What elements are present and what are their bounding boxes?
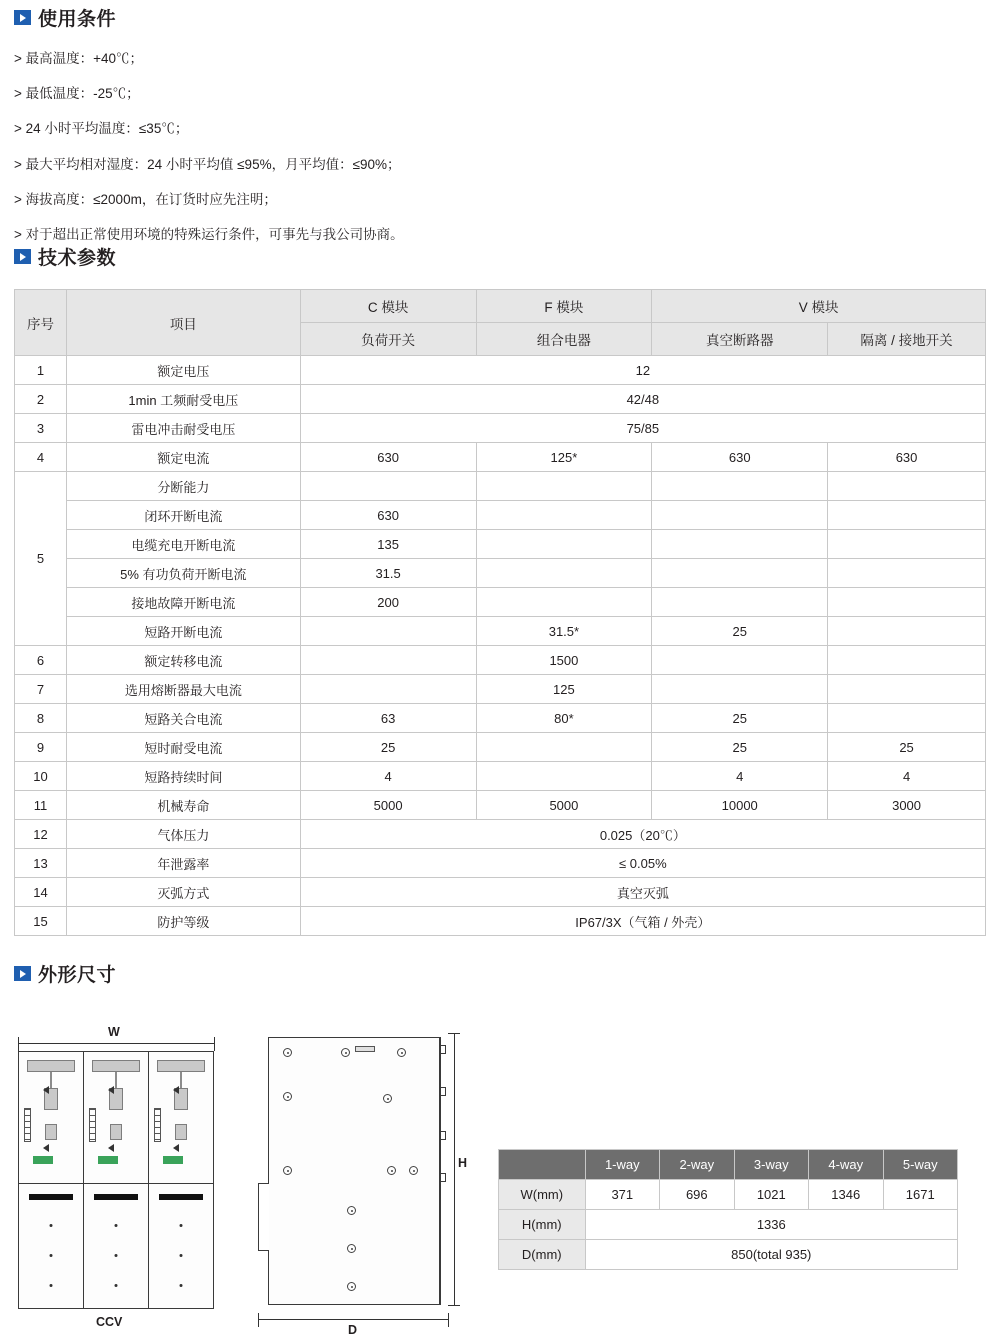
dims-col-header-4way: 4-way — [809, 1150, 883, 1180]
dims-col-header-2way: 2-way — [660, 1150, 734, 1180]
cabinet-bay — [19, 1052, 84, 1308]
arrow-icon — [108, 1086, 114, 1094]
col-header-item: 项目 — [66, 290, 300, 356]
cell-span: ≤ 0.05% — [300, 849, 985, 878]
cell-f — [476, 588, 652, 617]
cell-v2 — [828, 588, 986, 617]
terminal-strip-icon — [154, 1108, 161, 1142]
cell-f — [476, 762, 652, 791]
dimension-tick — [18, 1037, 19, 1051]
table-row — [15, 675, 986, 704]
cell-span: 12 — [300, 356, 985, 385]
dimensions-table — [498, 1149, 958, 1270]
screw-icon — [387, 1166, 396, 1175]
arrow-icon — [108, 1144, 114, 1152]
arrow-icon — [173, 1144, 179, 1152]
cell-v1 — [652, 675, 828, 704]
cell-f — [476, 733, 652, 762]
col-subheader-f: 组合电器 — [476, 323, 652, 356]
dims-row-label: H(mm) — [499, 1210, 586, 1240]
cell-no: 1 — [15, 356, 67, 385]
table-row — [15, 878, 986, 907]
screw-icon — [383, 1094, 392, 1103]
cell-span: IP67/3X（气箱 / 外壳） — [300, 907, 985, 936]
cabinet-bay — [149, 1052, 213, 1308]
table-row — [15, 646, 986, 675]
dims-cell: 1671 — [883, 1180, 958, 1210]
triangle-bullet-icon — [14, 249, 31, 264]
table-row — [15, 356, 986, 385]
cell-item: 电缆充电开断电流 — [66, 530, 300, 559]
panel-dot — [50, 1254, 53, 1257]
bay-upper-compartment — [19, 1052, 83, 1184]
cell-f: 125* — [476, 443, 652, 472]
cell-no: 5 — [15, 472, 67, 646]
cell-v2 — [828, 675, 986, 704]
cell-c: 135 — [300, 530, 476, 559]
screw-icon — [283, 1166, 292, 1175]
indicator-green — [163, 1156, 183, 1164]
cell-c — [300, 646, 476, 675]
dims-row-label: D(mm) — [499, 1240, 586, 1270]
cell-c: 31.5 — [300, 559, 476, 588]
cell-item: 年泄露率 — [66, 849, 300, 878]
cell-item: 短时耐受电流 — [66, 733, 300, 762]
dims-col-header-blank — [499, 1150, 586, 1180]
cell-f — [476, 530, 652, 559]
screw-icon — [283, 1092, 292, 1101]
dims-row-label: W(mm) — [499, 1180, 586, 1210]
panel-dot — [115, 1254, 118, 1257]
cell-v1: 25 — [652, 733, 828, 762]
tech-params-table — [14, 289, 986, 936]
dimension-tick — [258, 1313, 259, 1327]
indicator-green — [98, 1156, 118, 1164]
cell-v1: 630 — [652, 443, 828, 472]
dims-cell: 1346 — [809, 1180, 883, 1210]
dims-col-header-1way: 1-way — [585, 1150, 659, 1180]
cell-item: 1min 工频耐受电压 — [66, 385, 300, 414]
notch-icon — [440, 1045, 446, 1054]
col-header-f-module: F 模块 — [476, 290, 652, 323]
table-row — [15, 385, 986, 414]
cell-v1: 25 — [652, 704, 828, 733]
cell-item: 短路持续时间 — [66, 762, 300, 791]
bay-upper-compartment — [149, 1052, 213, 1184]
cell-item: 气体压力 — [66, 820, 300, 849]
bay-lower-compartment — [149, 1184, 213, 1308]
table-row — [15, 849, 986, 878]
fuse-symbol — [45, 1124, 57, 1140]
col-header-no: 序号 — [15, 290, 67, 356]
cell-v2 — [828, 530, 986, 559]
dims-col-header-5way: 5-way — [883, 1150, 958, 1180]
cell-v2: 4 — [828, 762, 986, 791]
handle-bar — [94, 1194, 138, 1200]
side-view-body — [268, 1037, 440, 1305]
arrow-icon — [43, 1086, 49, 1094]
cell-span: 42/48 — [300, 385, 985, 414]
cell-c — [300, 675, 476, 704]
panel-dot — [115, 1284, 118, 1287]
arrow-icon — [173, 1086, 179, 1094]
col-subheader-v2: 隔离 / 接地开关 — [828, 323, 986, 356]
front-view-drawing — [14, 1025, 222, 1329]
cell-no: 7 — [15, 675, 67, 704]
screw-icon — [409, 1166, 418, 1175]
dimensions-body — [14, 1003, 986, 1337]
cell-c — [300, 472, 476, 501]
cell-v2 — [828, 646, 986, 675]
list-item: > 对于超出正常使用环境的特殊运行条件，可事先与我公司协商。 — [14, 226, 404, 242]
cell-item: 5% 有功负荷开断电流 — [66, 559, 300, 588]
cell-c — [300, 617, 476, 646]
col-header-v-module: V 模块 — [652, 290, 986, 323]
cell-no: 12 — [15, 820, 67, 849]
cell-no: 8 — [15, 704, 67, 733]
cell-item: 额定电压 — [66, 356, 300, 385]
cell-no: 6 — [15, 646, 67, 675]
panel-dot — [180, 1254, 183, 1257]
screw-icon — [347, 1282, 356, 1291]
section-title: 外形尺寸 — [38, 965, 117, 986]
cell-no: 2 — [15, 385, 67, 414]
dims-cell: 1021 — [734, 1180, 808, 1210]
panel-dot — [115, 1224, 118, 1227]
cell-item: 接地故障开断电流 — [66, 588, 300, 617]
screw-icon — [397, 1048, 406, 1057]
table-row — [15, 907, 986, 936]
dimension-tick — [448, 1313, 449, 1327]
table-row — [15, 733, 986, 762]
section-title: 技术参数 — [38, 248, 117, 269]
cell-c: 5000 — [300, 791, 476, 820]
dims-cell-span: 850(total 935) — [585, 1240, 957, 1270]
cell-no: 13 — [15, 849, 67, 878]
side-bracket — [258, 1183, 269, 1251]
terminal-strip-icon — [89, 1108, 96, 1142]
cell-no: 11 — [15, 791, 67, 820]
dimension-tick — [448, 1305, 460, 1306]
cell-v2 — [828, 501, 986, 530]
width-dimension-line — [18, 1043, 214, 1044]
cell-item: 选用熔断器最大电流 — [66, 675, 300, 704]
cell-v2: 3000 — [828, 791, 986, 820]
cell-no: 9 — [15, 733, 67, 762]
cell-v1: 4 — [652, 762, 828, 791]
triangle-bullet-icon — [14, 10, 31, 25]
height-dimension-line — [454, 1033, 455, 1305]
cell-no: 4 — [15, 443, 67, 472]
list-item: > 最低温度：-25℃； — [14, 86, 140, 102]
depth-dimension-line — [258, 1319, 448, 1320]
dims-cell: 696 — [660, 1180, 734, 1210]
cell-c: 63 — [300, 704, 476, 733]
dims-cell: 371 — [585, 1180, 659, 1210]
table-row — [15, 791, 986, 820]
cell-c: 200 — [300, 588, 476, 617]
width-label: W — [108, 1025, 120, 1039]
handle-bar — [29, 1194, 73, 1200]
bay-lower-compartment — [84, 1184, 148, 1308]
cell-c: 630 — [300, 443, 476, 472]
cell-item: 雷电冲击耐受电压 — [66, 414, 300, 443]
cell-c: 25 — [300, 733, 476, 762]
lifting-tab — [355, 1046, 375, 1052]
col-subheader-c: 负荷开关 — [300, 323, 476, 356]
cell-v1 — [652, 530, 828, 559]
connector-line — [115, 1072, 117, 1088]
cell-f: 80* — [476, 704, 652, 733]
dims-row — [499, 1180, 958, 1210]
list-item: > 24 小时平均温度：≤35℃； — [14, 121, 189, 137]
dims-col-header-3way: 3-way — [734, 1150, 808, 1180]
busbar-symbol — [92, 1060, 140, 1072]
dims-header-row — [499, 1150, 958, 1180]
table-row — [15, 501, 986, 530]
tech-params-heading — [14, 243, 986, 270]
section-title: 使用条件 — [38, 9, 117, 30]
dims-cell-span: 1336 — [585, 1210, 957, 1240]
notch-icon — [440, 1131, 446, 1140]
cell-v2 — [828, 617, 986, 646]
dimension-tick — [214, 1037, 215, 1051]
cell-v1 — [652, 501, 828, 530]
list-item: > 最高温度：+40℃； — [14, 51, 144, 66]
table-row — [15, 588, 986, 617]
table-row — [15, 443, 986, 472]
screw-icon — [283, 1048, 292, 1057]
busbar-symbol — [157, 1060, 205, 1072]
front-view-caption: CCV — [96, 1315, 123, 1329]
notch-icon — [440, 1173, 446, 1182]
fuse-symbol — [110, 1124, 122, 1140]
cell-no: 3 — [15, 414, 67, 443]
cell-span: 0.025（20℃） — [300, 820, 985, 849]
dimension-tick — [448, 1033, 460, 1034]
terminal-strip-icon — [24, 1108, 31, 1142]
height-label: H — [458, 1156, 468, 1170]
cell-no: 10 — [15, 762, 67, 791]
depth-label: D — [348, 1323, 358, 1337]
cell-no: 14 — [15, 878, 67, 907]
cell-v2: 630 — [828, 443, 986, 472]
panel-dot — [180, 1224, 183, 1227]
triangle-bullet-icon — [14, 966, 31, 981]
cell-v2 — [828, 704, 986, 733]
table-row — [15, 559, 986, 588]
connector-line — [180, 1072, 182, 1088]
screw-icon — [347, 1206, 356, 1215]
cell-item: 短路关合电流 — [66, 704, 300, 733]
cell-span: 75/85 — [300, 414, 985, 443]
dimensions-heading — [14, 960, 986, 987]
cell-item: 额定电流 — [66, 443, 300, 472]
usage-conditions-list — [14, 51, 974, 243]
cell-v1 — [652, 588, 828, 617]
cell-item: 防护等级 — [66, 907, 300, 936]
table-row — [15, 820, 986, 849]
cell-c: 4 — [300, 762, 476, 791]
screw-icon — [347, 1244, 356, 1253]
fuse-symbol — [175, 1124, 187, 1140]
table-row — [15, 472, 986, 501]
col-header-c-module: C 模块 — [300, 290, 476, 323]
cell-v1: 10000 — [652, 791, 828, 820]
cell-item: 灭弧方式 — [66, 878, 300, 907]
side-rear-strip — [440, 1037, 448, 1305]
cell-item: 闭环开断电流 — [66, 501, 300, 530]
table-row — [15, 762, 986, 791]
cell-v1: 25 — [652, 617, 828, 646]
list-item: > 海拔高度：≤2000m，在订货时应先注明； — [14, 191, 277, 207]
table-row — [15, 704, 986, 733]
bay-lower-compartment — [19, 1184, 83, 1308]
cell-item: 分断能力 — [66, 472, 300, 501]
handle-bar — [159, 1194, 203, 1200]
usage-conditions-section — [14, 4, 974, 262]
dimensions-section — [14, 960, 986, 1337]
cell-v1 — [652, 646, 828, 675]
col-subheader-v1: 真空断路器 — [652, 323, 828, 356]
cell-v1 — [652, 559, 828, 588]
screw-icon — [341, 1048, 350, 1057]
list-item: > 最大平均相对湿度：24 小时平均值 ≤95%，月平均值：≤90%； — [14, 156, 401, 172]
tech-params-section — [14, 243, 986, 936]
bay-upper-compartment — [84, 1052, 148, 1184]
cell-f: 31.5* — [476, 617, 652, 646]
cell-v2 — [828, 472, 986, 501]
cabinet-bay — [84, 1052, 149, 1308]
cell-f — [476, 501, 652, 530]
front-view-cabinet — [18, 1051, 214, 1309]
side-view-drawing — [250, 1023, 480, 1337]
table-header-row — [15, 290, 986, 323]
indicator-green — [33, 1156, 53, 1164]
cell-v2 — [828, 559, 986, 588]
panel-dot — [180, 1284, 183, 1287]
arrow-icon — [43, 1144, 49, 1152]
table-row — [15, 617, 986, 646]
connector-line — [50, 1072, 52, 1088]
cell-item: 额定转移电流 — [66, 646, 300, 675]
cell-f: 125 — [476, 675, 652, 704]
dimensions-table-wrap — [498, 1149, 958, 1270]
notch-icon — [440, 1087, 446, 1096]
cell-f — [476, 559, 652, 588]
cell-f: 1500 — [476, 646, 652, 675]
cell-f — [476, 472, 652, 501]
panel-dot — [50, 1224, 53, 1227]
cell-item: 机械寿命 — [66, 791, 300, 820]
cell-v2: 25 — [828, 733, 986, 762]
dims-row — [499, 1240, 958, 1270]
cell-item: 短路开断电流 — [66, 617, 300, 646]
cell-f: 5000 — [476, 791, 652, 820]
cell-no: 15 — [15, 907, 67, 936]
cell-c: 630 — [300, 501, 476, 530]
table-row — [15, 530, 986, 559]
panel-dot — [50, 1284, 53, 1287]
busbar-symbol — [27, 1060, 75, 1072]
usage-conditions-heading — [14, 4, 974, 31]
cell-span: 真空灭弧 — [300, 878, 985, 907]
cell-v1 — [652, 472, 828, 501]
dims-row — [499, 1210, 958, 1240]
table-row — [15, 414, 986, 443]
